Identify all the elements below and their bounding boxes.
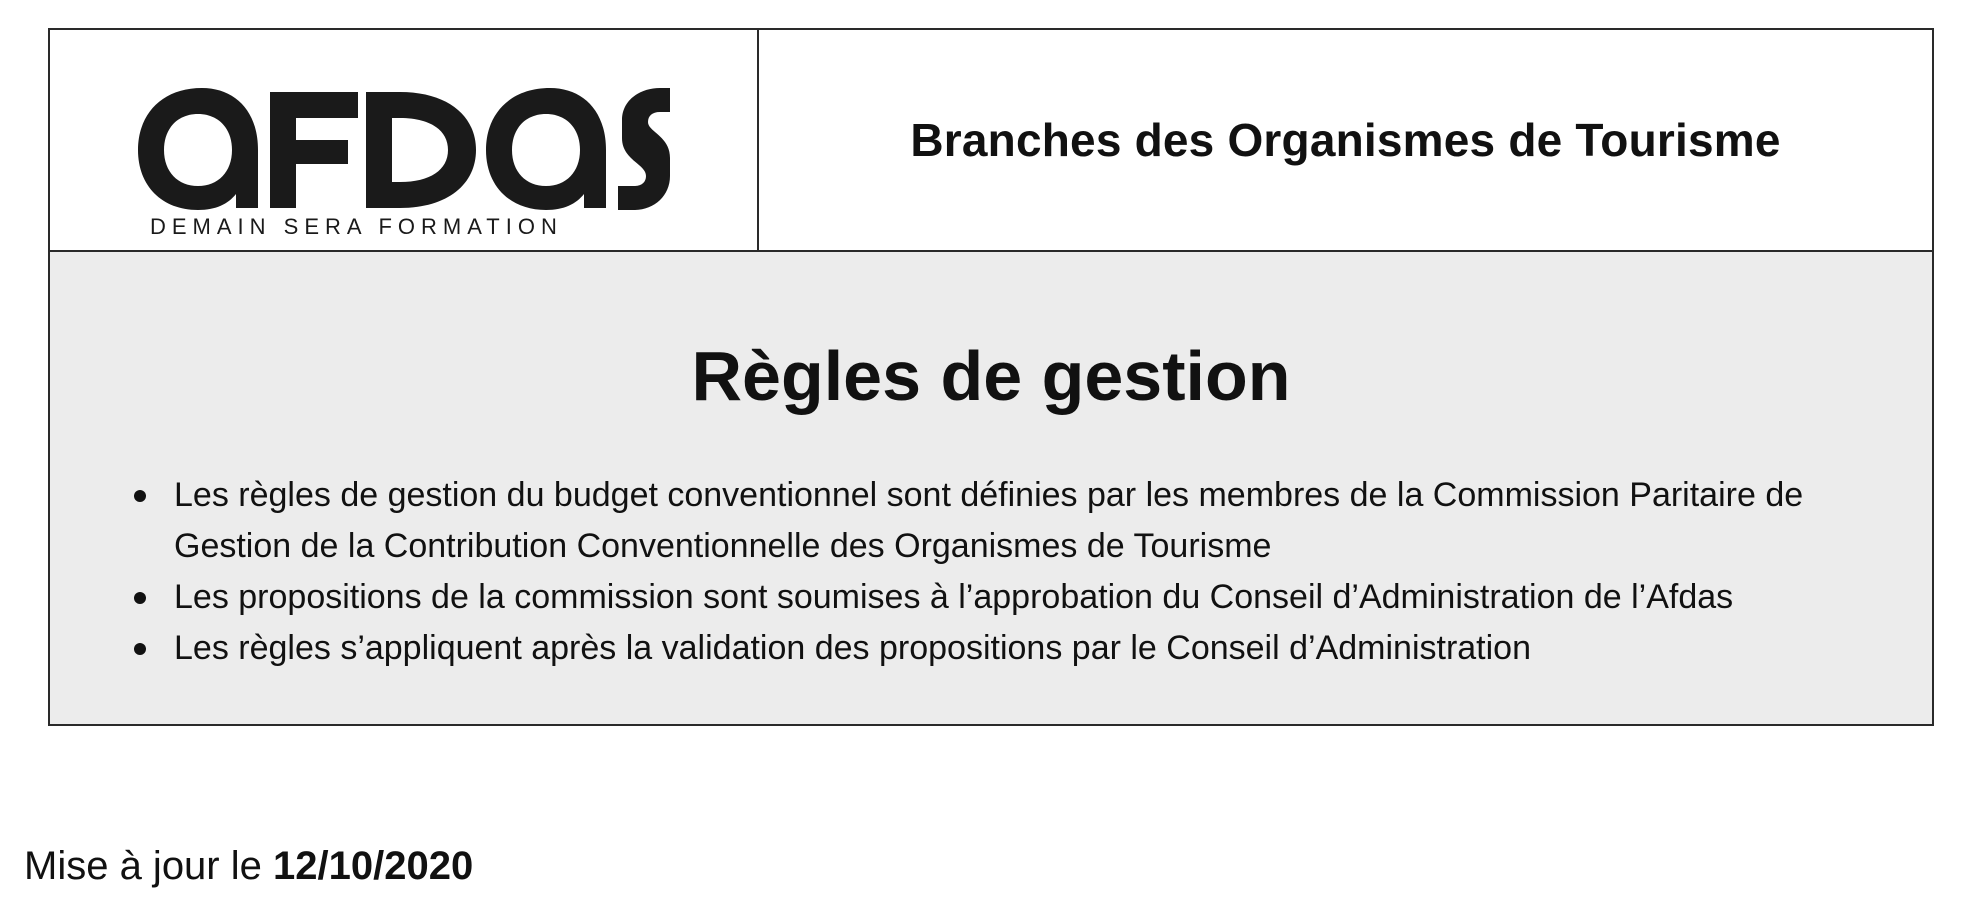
- rules-panel: [50, 252, 1932, 724]
- update-label: Mise à jour le: [24, 844, 262, 888]
- rule-text: Les règles de gestion du budget conventionnel sont définies par les membres de la Commission Paritaire de Gestion de la Contribution Conventionnelle des Organismes de Tourisme: [174, 476, 1804, 565]
- document-box: [48, 28, 1934, 726]
- branch-title: Branches des Organismes de Tourisme: [910, 114, 1781, 166]
- bullet-icon: [134, 592, 146, 604]
- rule-item: [122, 623, 1912, 674]
- document-header: [50, 30, 1932, 252]
- afdas-wordmark: [138, 88, 670, 210]
- rule-item: [122, 572, 1912, 623]
- rule-text: Les règles s’appliquent après la validation des propositions par le Conseil d’Administration: [174, 629, 1531, 667]
- section-title: Règles de gestion: [691, 337, 1291, 415]
- afdas-logo: [130, 58, 670, 238]
- update-footer: [24, 842, 473, 890]
- bullet-icon: [134, 643, 146, 655]
- branch-cell: [759, 30, 1932, 250]
- rule-text: Les propositions de la commission sont soumises à l’approbation du Conseil d’Administration de l’Afdas: [174, 578, 1734, 616]
- bullet-icon: [134, 490, 146, 502]
- rule-item: [122, 470, 1912, 572]
- rules-list: [122, 470, 1912, 674]
- logo-tagline: DEMAIN SERA FORMATION: [150, 214, 563, 238]
- logo-cell: [50, 30, 759, 250]
- update-date: 12/10/2020: [273, 844, 474, 888]
